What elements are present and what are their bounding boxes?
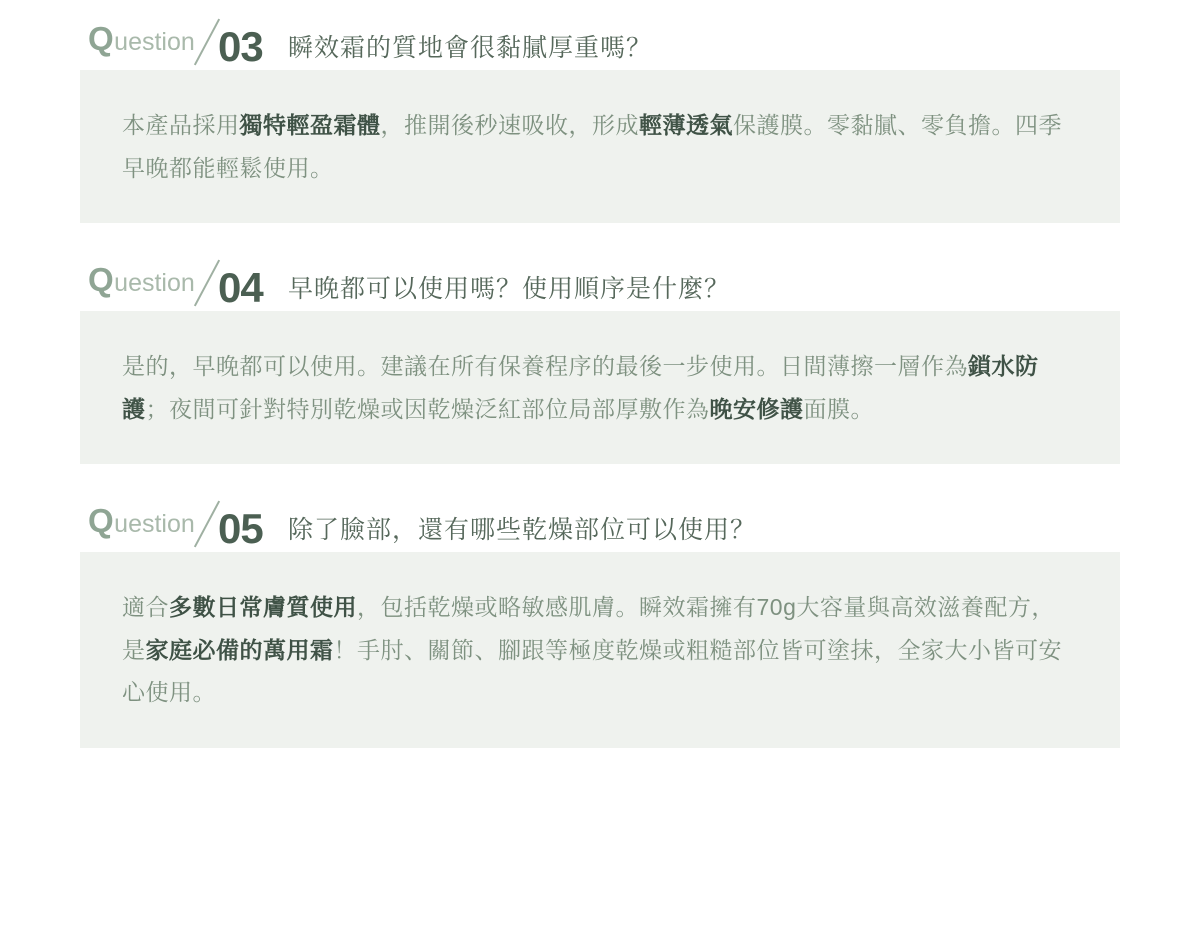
- answer-box: [80, 70, 1120, 223]
- faq-item: [0, 490, 1200, 748]
- question-number: 04: [218, 264, 263, 312]
- question-header: [0, 8, 1200, 70]
- question-header: [0, 249, 1200, 311]
- question-label: [88, 504, 195, 538]
- question-title: 除了臉部，還有哪些乾燥部位可以使用？: [288, 516, 757, 545]
- answer-box: [80, 311, 1120, 464]
- question-label-cap: Q: [88, 502, 115, 540]
- question-label: [88, 22, 195, 56]
- question-title: 瞬效霜的質地會很黏膩厚重嗎？: [288, 34, 653, 62]
- question-number: 03: [218, 23, 263, 70]
- question-label-rest: uestion: [114, 28, 195, 56]
- question-title: 早晚都可以使用嗎？使用順序是什麼？: [288, 275, 731, 304]
- question-label-cap: Q: [88, 261, 115, 299]
- faq-item: [0, 249, 1200, 464]
- answer-text: 是的，早晚都可以使用。建議在所有保養程序的最後一步使用。日間薄擦一層作為鎖水防護；夜間可針對特別乾燥或因乾燥泛紅部位局部厚敷作為晚安修護面膜。: [122, 353, 1039, 422]
- faq-item: [0, 8, 1200, 223]
- question-label: [88, 263, 195, 297]
- slash-divider-icon: [194, 260, 220, 307]
- question-label-cap: Q: [88, 20, 115, 57]
- answer-text: 本產品採用獨特輕盈霜體，推開後秒速吸收，形成輕薄透氣保護膜。零黏膩、零負擔。四季早晚都能輕鬆使用。: [122, 112, 1062, 181]
- question-label-rest: uestion: [114, 510, 195, 539]
- slash-divider-icon: [194, 19, 220, 66]
- slash-divider-icon: [194, 501, 220, 548]
- question-label-rest: uestion: [114, 269, 195, 298]
- answer-text: 適合多數日常膚質使用，包括乾燥或略敏感肌膚。瞬效霜擁有70g大容量與高效滋養配方，是家庭必備的萬用霜！手肘、關節、腳跟等極度乾燥或粗糙部位皆可塗抹，全家大小皆可安心使用。: [122, 594, 1062, 706]
- answer-box: [80, 552, 1120, 748]
- question-number: 05: [218, 505, 263, 553]
- question-header: [0, 490, 1200, 552]
